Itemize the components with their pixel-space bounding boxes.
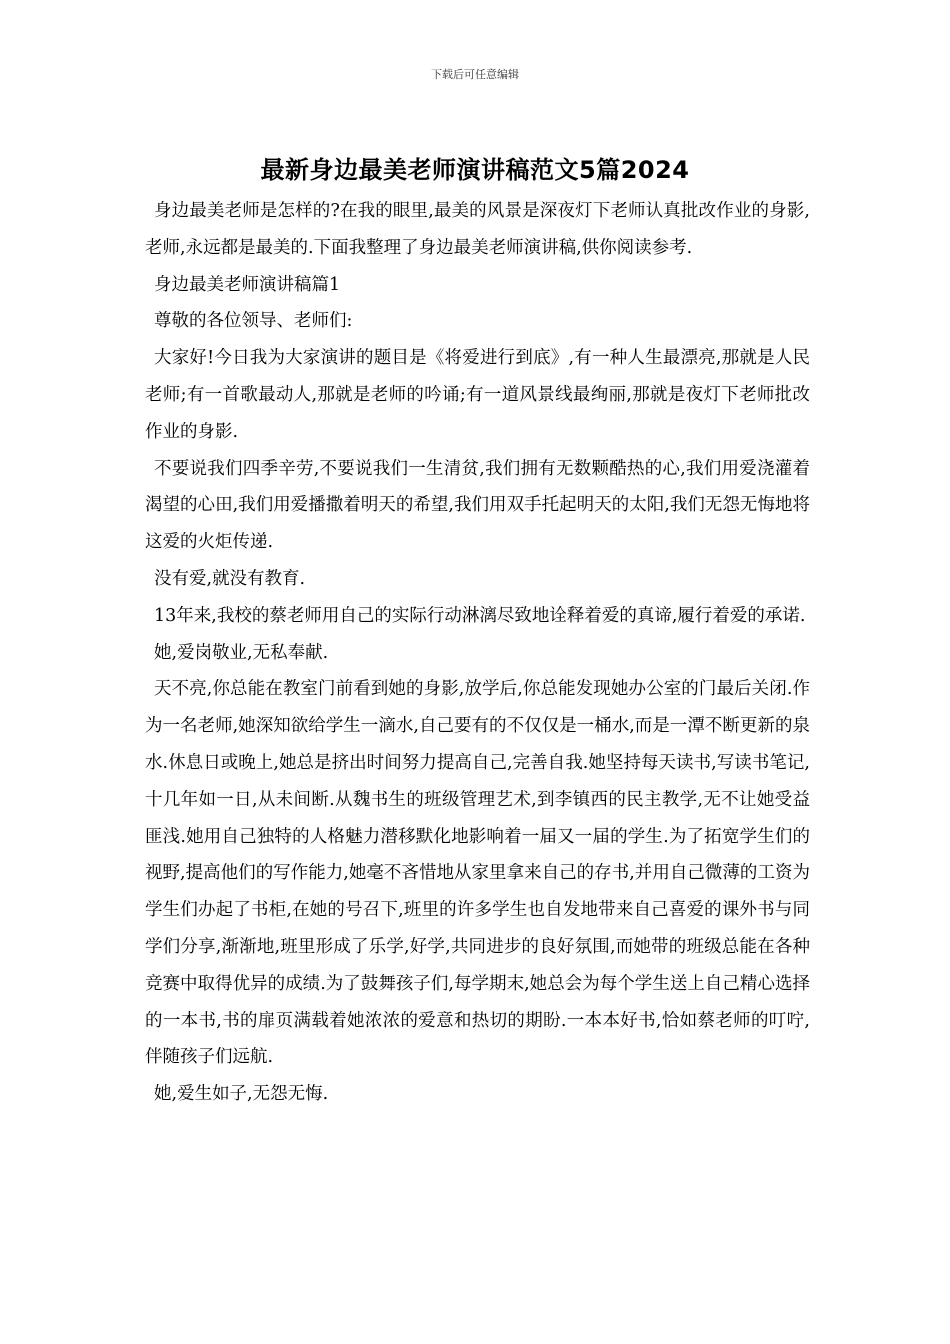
body-paragraph: 她,爱生如子,无怨无悔. <box>154 1084 329 1105</box>
section-heading: 身边最美老师演讲稿篇1 <box>154 274 341 295</box>
body-paragraph: 天不亮,你总能在教室门前看到她的身影,放学后,你总能发现她办公室的门最后关闭.作为一名老师,她深知欲给学生一滴水,自己要有的不仅仅是一桶水,而是一潭不断更新的泉水.休息日或晚上,她总是挤出时间努力提高自己,完善自我.她坚持每天读书,写读书笔记,十几年如一日,从未间断.从魏书生的班级管理艺术,到李镇西的民主教学,无不让她受益匪浅.她用自己独特的人格魅力潜移默化地影响着一届又一届的学生.为了拓宽学生们的视野,提高他们的写作能力,她毫不吝惜地从家里拿来自己的存书,并用自己微薄的工资为学生们办起了书柜,在她的号召下,班里的许多学生也自发地带来自己喜爱的课外书与同学们分享,渐渐地,班里形成了乐学,好学,共同进步的良好氛围,而她带的班级总能在各种竞赛中取得优异的成绩.为了鼓舞孩子们,每学期末,她总会为每个学生送上自己精心选择的一本书,书的扉页满载着她浓浓的爱意和热切的期盼.一本本好书,恰如蔡老师的叮咛,伴随孩子们远航. <box>145 679 810 1068</box>
header-note: 下载后可任意编辑 <box>431 68 519 81</box>
body-paragraph: 她,爱岗敬业,无私奉献. <box>154 642 329 663</box>
document-title: 最新身边最美老师演讲稿范文5篇2024 <box>260 156 690 184</box>
body-paragraph: 不要说我们四季辛劳,不要说我们一生清贫,我们拥有无数颗酷热的心,我们用爱浇灌着渴望的心田,我们用爱播撒着明天的希望,我们用双手托起明天的太阳,我们无怨无悔地将这爱的火炬传递. <box>145 458 810 553</box>
body-paragraph: 13年来,我校的蔡老师用自己的实际行动淋漓尽致地诠释着爱的真谛,履行着爱的承诺. <box>154 605 806 626</box>
body-paragraph: 大家好!今日我为大家演讲的题目是《将爱进行到底》,有一种人生最漂亮,那就是人民老师;有一首歌最动人,那就是老师的吟诵;有一道风景线最绚丽,那就是夜灯下老师批改作业的身影. <box>145 348 810 442</box>
document-body <box>145 193 810 1113</box>
salutation: 尊敬的各位领导、老师们: <box>154 311 353 332</box>
intro-paragraph: 身边最美老师是怎样的?在我的眼里,最美的风景是深夜灯下老师认真批改作业的身影,老师,永远都是最美的.下面我整理了身边最美老师演讲稿,供你阅读参考. <box>145 201 810 258</box>
body-paragraph: 没有爱,就没有教育. <box>154 568 306 589</box>
